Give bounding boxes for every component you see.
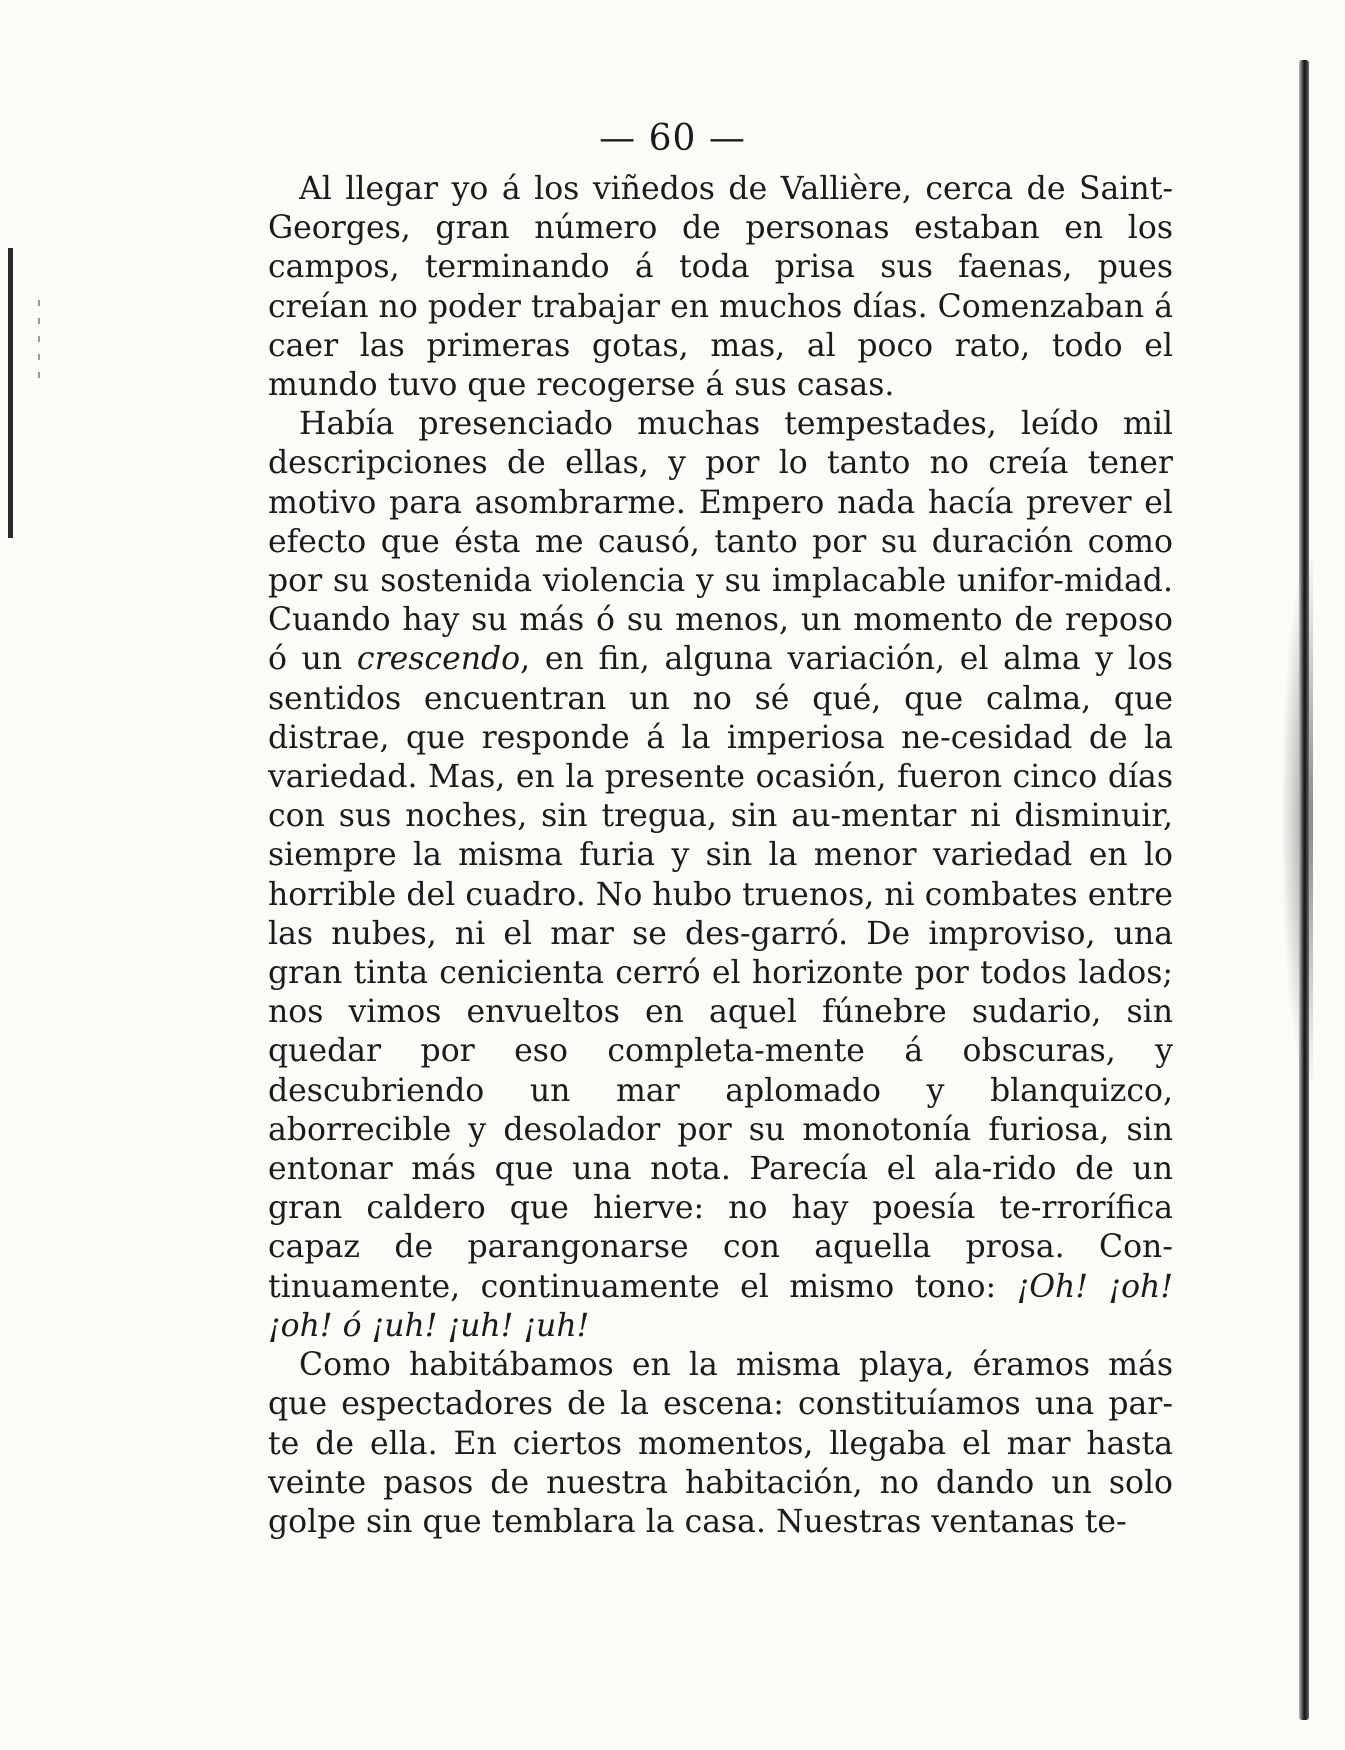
text-line: furiosa, sin entonar más que una nota. Parecía el ala- bbox=[268, 1111, 1174, 1188]
scan-margin-mark bbox=[8, 248, 13, 538]
italic-phrase: crescendo bbox=[356, 641, 521, 678]
body-text bbox=[268, 170, 1173, 1542]
text-line: cesidad de la variedad. Mas, en la presente ocasión, bbox=[268, 719, 1174, 796]
text-line: golpe sin que temblara la casa. Nuestras ventanas te- bbox=[268, 1503, 1127, 1540]
text-line: horizonte por todos lados; nos vimos envueltos en bbox=[268, 955, 1174, 1031]
text-line: garró. De improviso, una gran tinta cenicienta cerró el bbox=[268, 915, 1173, 992]
text-line: calma, que distrae, que responde á la imperiosa ne- bbox=[268, 680, 1173, 756]
text-line: mente á obscuras, y descubriendo un mar aplomado y bbox=[268, 1033, 1174, 1109]
text-line: aquel fúnebre sudario, sin quedar por eso completa- bbox=[268, 994, 1173, 1070]
binding-edge bbox=[1299, 60, 1309, 1720]
text-line: rrorífica capaz de parangonarse con aquella prosa. Con- bbox=[268, 1190, 1173, 1266]
text-line: el efecto que ésta me causó, tanto por su duración bbox=[268, 484, 1173, 560]
scan-margin-dots bbox=[38, 300, 40, 390]
text-line: Como habitábamos en la misma playa, éramos más bbox=[299, 1347, 1173, 1384]
text-line: Al llegar yo á los viñedos de Vallière, cerca de bbox=[299, 171, 1066, 207]
text-line: veinte pasos de nuestra habitación, no dando un solo bbox=[268, 1464, 1173, 1501]
page-number: — 60 — bbox=[599, 118, 746, 159]
text-line: truenos, ni combates entre las nubes, ni el mar se des- bbox=[268, 876, 1174, 952]
text-line: mentar ni disminuir, siempre la misma furia y sin la bbox=[268, 798, 1173, 874]
text-line: te de ella. En ciertos momentos, llegaba el mar hasta bbox=[268, 1425, 1173, 1462]
text-line bbox=[268, 1308, 589, 1344]
paragraph-3 bbox=[268, 1346, 1173, 1542]
text-line: blanquizco, aborrecible y desolador por su monotonía bbox=[268, 1072, 1173, 1148]
paragraph-2 bbox=[268, 405, 1173, 1346]
text-line: á caer las primeras gotas, mas, al poco rato, todo el bbox=[268, 288, 1173, 364]
text-line: fueron cinco días con sus noches, sin tregua, sin au- bbox=[268, 759, 1174, 835]
text-line: que espectadores de la escena: constituíamos una par- bbox=[268, 1386, 1173, 1423]
text-line: motivo para asombrarme. Empero nada hacía prever bbox=[268, 484, 1132, 521]
text-line: los campos, terminando á toda prisa sus faenas, pues bbox=[268, 210, 1173, 286]
text-line: el alma y los sentidos encuentran un no sé qué, que bbox=[268, 641, 1173, 717]
text-line: creían no poder trabajar en muchos días. Comenzaban bbox=[268, 288, 1145, 325]
text-line: como por su sostenida violencia y su implacable unifor- bbox=[268, 523, 1174, 600]
paragraph-1 bbox=[268, 170, 1173, 405]
text-line: Saint-Georges, gran número de personas estaban en bbox=[268, 171, 1173, 247]
text-line: Había presenciado muchas tempestades, leído mil bbox=[299, 406, 1173, 443]
text-line: tinuamente, continuamente el mismo tono: ¡Oh! ¡oh! bbox=[268, 1268, 1173, 1305]
text-line: menor variedad en lo horrible del cuadro. No hubo bbox=[268, 837, 1174, 913]
text-line: rido de un gran caldero que hierve: no hay poesía te- bbox=[268, 1151, 1174, 1227]
text-line: mundo tuvo que recogerse á sus casas. bbox=[268, 367, 895, 404]
text-line: de reposo ó un crescendo, en fin, alguna variación, bbox=[268, 602, 1174, 678]
text-line: midad. Cuando hay su más ó su menos, un momento bbox=[268, 563, 1173, 639]
text-line: descripciones de ellas, y por lo tanto no creía tener bbox=[268, 445, 1173, 482]
italic-phrase: ¡Oh! ¡oh! bbox=[1016, 1268, 1173, 1305]
italic-phrase: ¡oh! ó ¡uh! ¡uh! ¡uh! bbox=[268, 1307, 590, 1344]
